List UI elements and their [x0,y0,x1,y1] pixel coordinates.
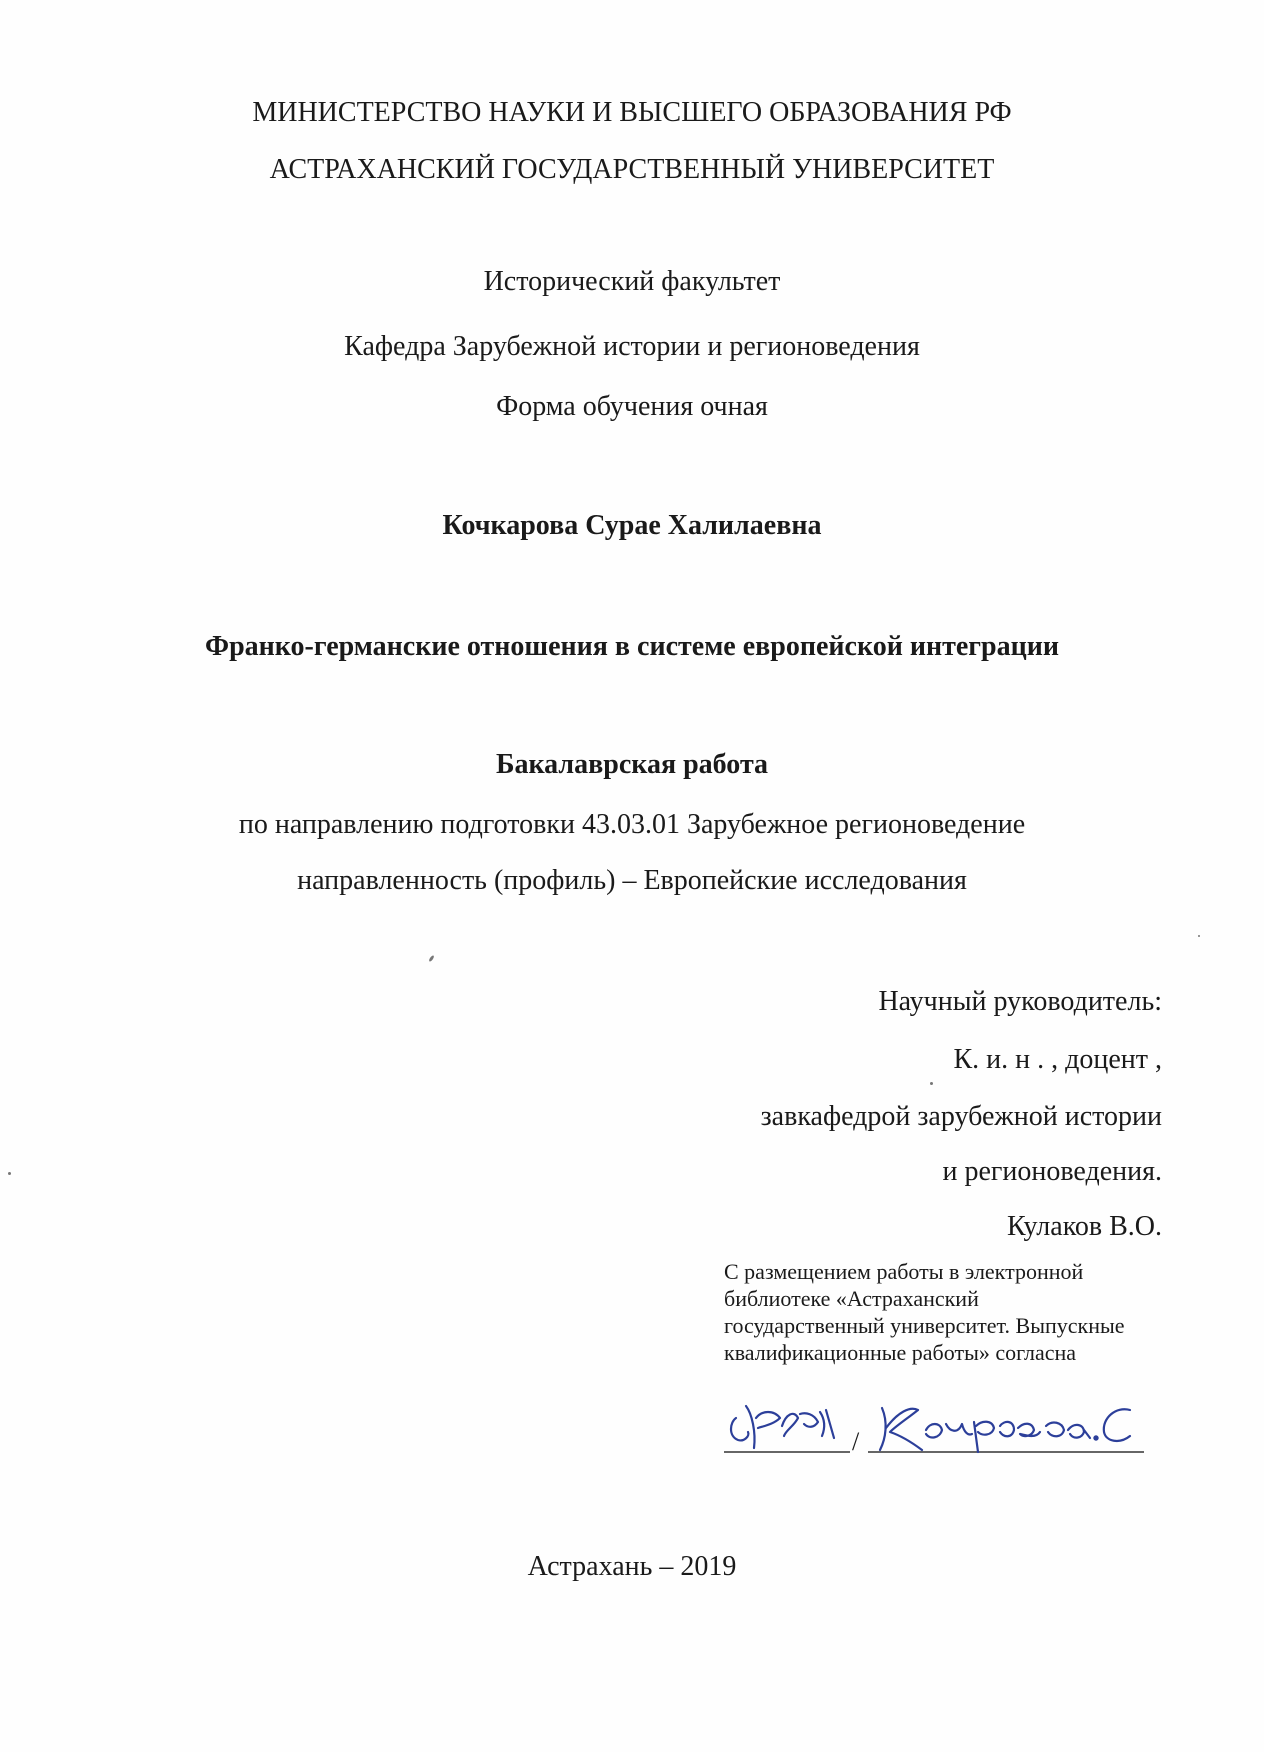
library-consent-text: С размещением работы в электронной библиотеке «Астраханский государственный университет. Выпускные квалификационные работы» согласна [724,1259,1125,1365]
author-name: Кочкарова Сурае Халилаевна [442,510,822,541]
signature-lines [722,1392,1152,1460]
scan-speck [1198,935,1200,937]
supervisor-name: Кулаков В.О. [1006,1211,1162,1242]
supervisor-degree: К. и. н . , доцент , [953,1044,1162,1075]
supervisor-position-1: завкафедрой зарубежной истории [760,1101,1162,1132]
scan-speck [930,1082,933,1085]
study-profile: направленность (профиль) – Европейские исследования [297,865,967,896]
scan-speck [428,955,434,962]
university-name: АСТРАХАНСКИЙ ГОСУДАРСТВЕННЫЙ УНИВЕРСИТЕТ [269,154,995,185]
ministry-name: МИНИСТЕРСТВО НАУКИ И ВЫСШЕГО ОБРАЗОВАНИЯ РФ [252,97,1012,128]
city-year: Астрахань – 2019 [527,1551,737,1582]
chair-name: Кафедра Зарубежной истории и регионоведения [344,331,920,362]
study-form: Форма обучения очная [496,391,768,422]
supervisor-position-2: и регионоведения. [942,1156,1162,1187]
study-direction: по направлению подготовки 43.03.01 Зарубежное регионоведение [238,809,1026,840]
work-type: Бакалаврская работа [495,749,769,780]
supervisor-label: Научный руководитель: [878,986,1162,1017]
scan-speck [8,1172,11,1175]
signature-block [722,1392,1152,1460]
handwritten-name-signature [880,1408,1130,1452]
thesis-title: Франко-германские отношения в системе европейской интеграции [205,631,1059,662]
handwritten-initials-signature [731,1406,834,1448]
faculty-name: Исторический факультет [483,266,781,297]
signature-separator: / [852,1427,860,1456]
